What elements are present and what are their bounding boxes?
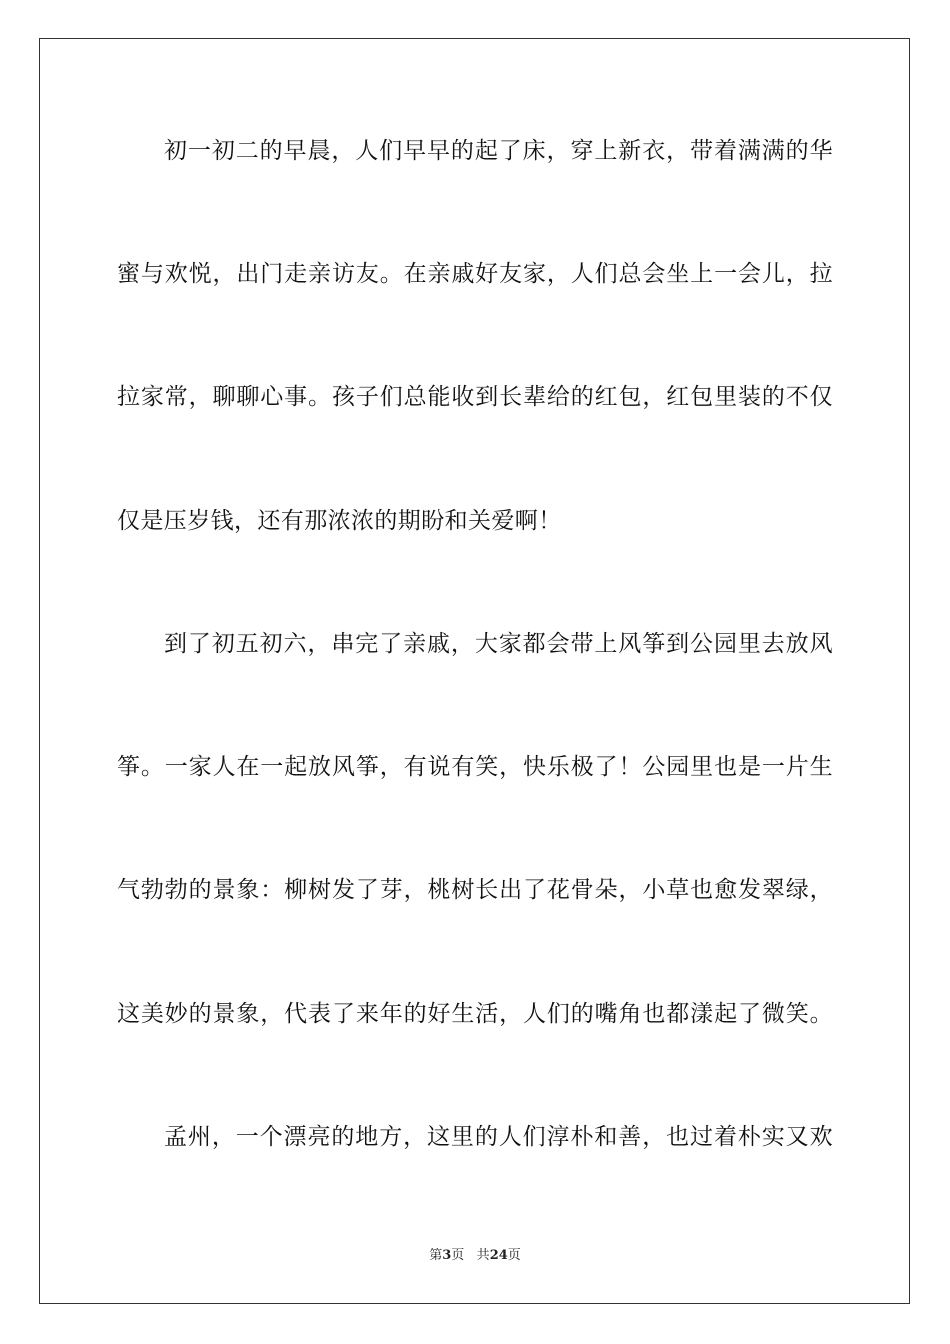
total-suffix: 页 — [507, 1248, 521, 1263]
page-number: 3 — [442, 1248, 452, 1263]
paragraph-2-line-2: 筝。一家人在一起放风筝，有说有笑，快乐极了！公园里也是一片生 — [117, 754, 833, 780]
paragraph-2-line-4: 这美妙的景象，代表了来年的好生活，人们的嘴角也都漾起了微笑。 — [117, 1001, 833, 1027]
page-prefix: 第 — [429, 1248, 443, 1263]
paragraph-1-line-1: 初一初二的早晨，人们早早的起了床，穿上新衣，带着满满的华 — [164, 138, 833, 164]
total-pages: 24 — [489, 1248, 508, 1263]
page-suffix: 页 — [451, 1248, 465, 1263]
paragraph-2-line-1: 到了初五初六，串完了亲戚，大家都会带上风筝到公园里去放风 — [164, 631, 833, 657]
page-footer — [0, 1246, 950, 1266]
paragraph-1-line-3: 拉家常，聊聊心事。孩子们总能收到长辈给的红包，红包里装的不仅 — [117, 384, 833, 410]
total-prefix: 共 — [476, 1248, 490, 1263]
paragraph-2-line-3: 气勃勃的景象：柳树发了芽，桃树长出了花骨朵，小草也愈发翠绿， — [117, 877, 833, 903]
paragraph-1-line-4: 仅是压岁钱，还有那浓浓的期盼和关爱啊！ — [117, 508, 562, 534]
page-border — [39, 38, 910, 1304]
paragraph-3-line-1: 孟州，一个漂亮的地方，这里的人们淳朴和善，也过着朴实又欢 — [164, 1124, 833, 1150]
paragraph-1-line-2: 蜜与欢悦，出门走亲访友。在亲戚好友家，人们总会坐上一会儿，拉 — [117, 261, 833, 287]
